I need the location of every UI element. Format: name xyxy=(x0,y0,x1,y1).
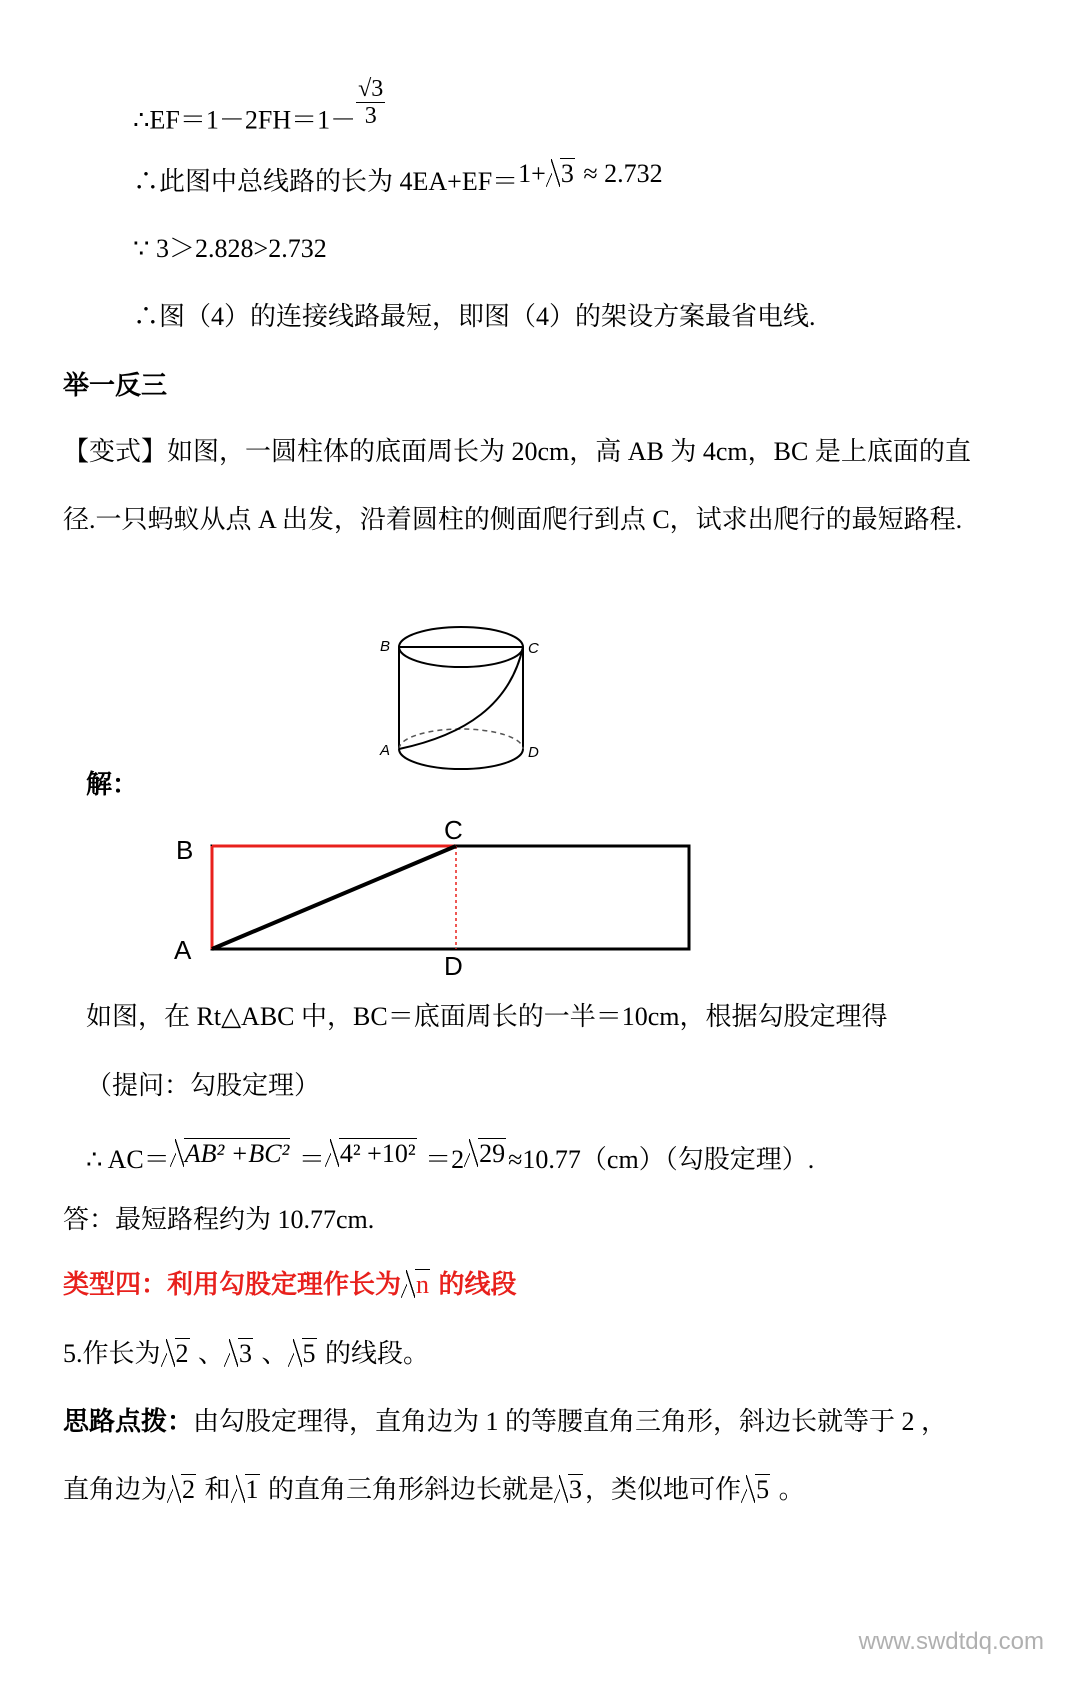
proof-formula: 1+ 3 ≈ 2.732 xyxy=(518,159,662,188)
label-a: A xyxy=(174,935,192,965)
segment-ac xyxy=(212,846,456,949)
sqrt-symbol: 29 xyxy=(464,1137,506,1171)
label-b: B xyxy=(176,835,194,865)
answer: 答：最短路程约为 10.77cm. xyxy=(63,1205,375,1234)
sqrt-symbol: 3 xyxy=(554,1473,583,1507)
sqrt-symbol: 3 xyxy=(546,157,575,191)
bottom-visible-arc xyxy=(399,749,523,769)
label-c: C xyxy=(528,640,539,657)
fraction xyxy=(356,76,385,129)
proof-line-1 xyxy=(133,76,385,149)
cylinder-figure xyxy=(370,625,550,825)
label-d: D xyxy=(528,744,539,761)
sqrt-symbol: AB² +BC² xyxy=(170,1137,291,1171)
label-a: A xyxy=(380,742,391,759)
solution-line-2: （提问：勾股定理） xyxy=(86,1071,321,1100)
proof-line-2 xyxy=(133,159,663,199)
proof-text: ∴EF＝1－2FH＝1－ xyxy=(133,105,357,135)
sqrt-symbol: 5 xyxy=(288,1337,317,1371)
label-d: D xyxy=(444,951,463,981)
hint-line-1: 思路点拨：由勾股定理得，直角边为 1 的等腰直角三角形，斜边长就等于 2 ， xyxy=(63,1407,948,1436)
hint-label: 思路点拨： xyxy=(63,1407,194,1436)
sqrt-symbol: 5 xyxy=(741,1473,770,1507)
lateral-surface-rectangle xyxy=(212,846,689,949)
variant-line-1: 【变式】如图，一圆柱体的底面周长为 20cm，高 AB 为 4cm，BC 是上底面的直 xyxy=(63,437,971,466)
unfolded-rectangle-figure xyxy=(170,815,730,985)
label-b: B xyxy=(380,638,391,655)
type4-heading: 类型四：利用勾股定理作长为 n 的线段 xyxy=(63,1268,517,1302)
solution-label: 解： xyxy=(86,770,139,799)
sqrt-symbol: 1 xyxy=(231,1473,260,1507)
problem-5: 5.作长为 2 、 3 、 5 的线段。 xyxy=(63,1337,429,1371)
proof-line-3: ∵ 3＞2.828>2.732 xyxy=(133,234,327,263)
sqrt-symbol: 4² +10² xyxy=(325,1137,417,1171)
proof-line-4: ∴图（4）的连接线路最短，即图（4）的架设方案最省电线. xyxy=(133,302,816,331)
fraction-denominator: 3 xyxy=(364,103,377,129)
variant-line-2: 径.一只蚂蚁从点 A 出发，沿着圆柱的侧面爬行到点 C，试求出爬行的最短路程. xyxy=(63,505,963,534)
solution-line-1: 如图，在 Rt△ABC 中，BC＝底面周长的一半＝10cm，根据勾股定理得 xyxy=(86,1002,888,1031)
sqrt-symbol: 3 xyxy=(224,1337,253,1371)
fraction-numerator: √3 xyxy=(358,76,384,102)
label-c: C xyxy=(444,815,463,845)
sqrt-symbol: 2 xyxy=(161,1337,190,1371)
sqrt-symbol: 2 xyxy=(167,1473,196,1507)
watermark: www.swdtdq.com xyxy=(858,1628,1044,1655)
proof-text: ∴此图中总线路的长为 4EA+EF＝ xyxy=(133,167,519,196)
solution-equation: ∴ AC＝ AB² +BC² ＝ 4² +10² ＝2 29 ≈10.77（cm）（勾股定理）. xyxy=(86,1139,815,1174)
bottom-hidden-arc xyxy=(399,729,523,749)
hint-line-2: 直角边为 2 和 1 的直角三角形斜边长就是 3 ，类似地可作 5 。 xyxy=(63,1473,805,1507)
sqrt-symbol: n xyxy=(401,1268,430,1302)
section-title: 举一反三 xyxy=(63,371,168,400)
